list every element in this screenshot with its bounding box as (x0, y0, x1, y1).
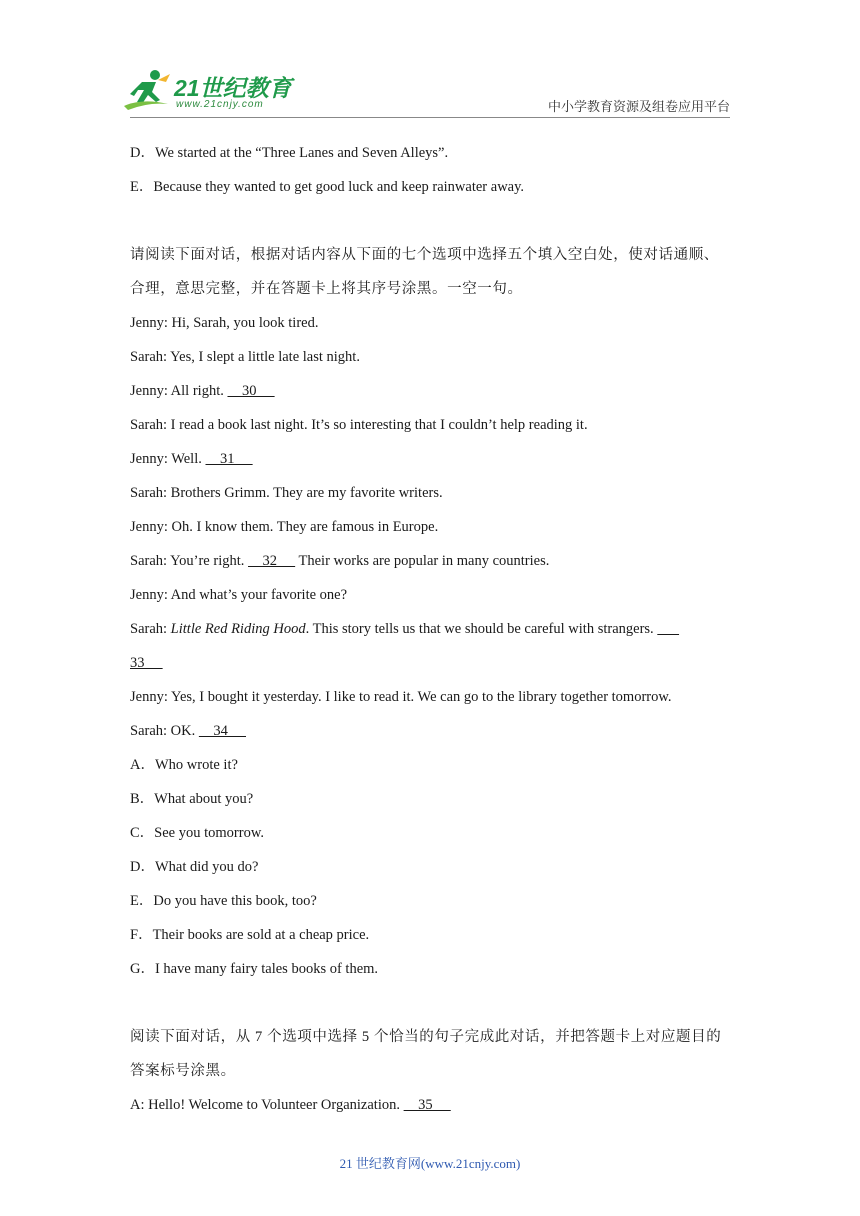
logo-url: www.21cnjy.com (176, 99, 264, 110)
blank-33-start (657, 612, 679, 646)
dialogue-text: Their works are popular in many countries. (298, 553, 550, 569)
option-e: E．Do you have this book, too? (130, 893, 317, 909)
page-header (0, 0, 860, 120)
prev-option-d: D．We started at the “Three Lanes and Seven Alleys”. (130, 145, 449, 161)
dialogue-text: A: Hello! Welcome to Volunteer Organization. (130, 1097, 404, 1113)
dialogue-line: Sarah: I read a book last night. It’s so interesting that I couldn’t help reading it. (130, 417, 588, 433)
option-f: F．Their books are sold at a cheap price. (130, 927, 370, 943)
dialogue-text: Sarah: (130, 621, 171, 637)
document-body (130, 136, 730, 1122)
dialogue-line (130, 714, 730, 748)
dialogue-line (130, 1088, 730, 1122)
dialogue-line (130, 442, 730, 476)
blank-35: 35 (403, 1097, 451, 1113)
dialogue-text: . This story tells us that we should be careful with strangers. (305, 621, 658, 637)
dialogue-line (130, 612, 730, 646)
section2-instruction: 阅读下面对话，从 7 个选项中选择 5 个恰当的句子完成此对话，并把答题卡上对应题目的答案标号涂黑。 (130, 1029, 722, 1079)
runner-logo-icon (122, 68, 174, 112)
blank-30: 30 (227, 383, 275, 399)
dialogue-line: Jenny: Yes, I bought it yesterday. I like to read it. We can go to the library together tomorrow. (130, 689, 672, 705)
header-divider (130, 117, 730, 118)
page-footer: 21 世纪教育网(www.21cnjy.com) (339, 1156, 521, 1171)
blank-33: 33 (130, 655, 163, 671)
spacer (130, 986, 730, 1020)
option-a: A．Who wrote it? (130, 757, 238, 773)
dialogue-line (130, 646, 730, 680)
dialogue-text: Sarah: You’re right. (130, 553, 249, 569)
prev-option-e: E．Because they wanted to get good luck and keep rainwater away. (130, 179, 525, 195)
dialogue-line: Jenny: Hi, Sarah, you look tired. (130, 315, 319, 331)
dialogue-line (130, 374, 730, 408)
logo-title: 21世纪教育 (174, 75, 292, 101)
blank-34: 34 (198, 723, 246, 739)
section1-instruction: 请阅读下面对话，根据对话内容从下面的七个选项中选择五个填入空白处，使对话通顺、合理，意思完整，并在答题卡上将其序号涂黑。一空一句。 (130, 247, 719, 297)
dialogue-line: Sarah: Yes, I slept a little late last night. (130, 349, 360, 365)
book-title: Little Red Riding Hood (170, 621, 306, 637)
option-b: B．What about you? (130, 791, 254, 807)
dialogue-line (130, 544, 730, 578)
spacer (130, 204, 730, 238)
dialogue-line: Sarah: Brothers Grimm. They are my favorite writers. (130, 485, 443, 501)
dialogue-text: Sarah: OK. (130, 723, 199, 739)
dialogue-text: Jenny: All right. (130, 383, 228, 399)
option-g: G．I have many fairy tales books of them. (130, 961, 379, 977)
blank-32: 32 (248, 553, 296, 569)
blank-31: 31 (205, 451, 253, 467)
dialogue-line: Jenny: Oh. I know them. They are famous in Europe. (130, 519, 439, 535)
platform-title: 中小学教育资源及组卷应用平台 (547, 99, 730, 114)
dialogue-line: Jenny: And what’s your favorite one? (130, 587, 348, 603)
logo (122, 68, 292, 116)
option-c: C．See you tomorrow. (130, 825, 264, 841)
option-d: D．What did you do? (130, 859, 259, 875)
dialogue-text: Jenny: Well. (130, 451, 206, 467)
